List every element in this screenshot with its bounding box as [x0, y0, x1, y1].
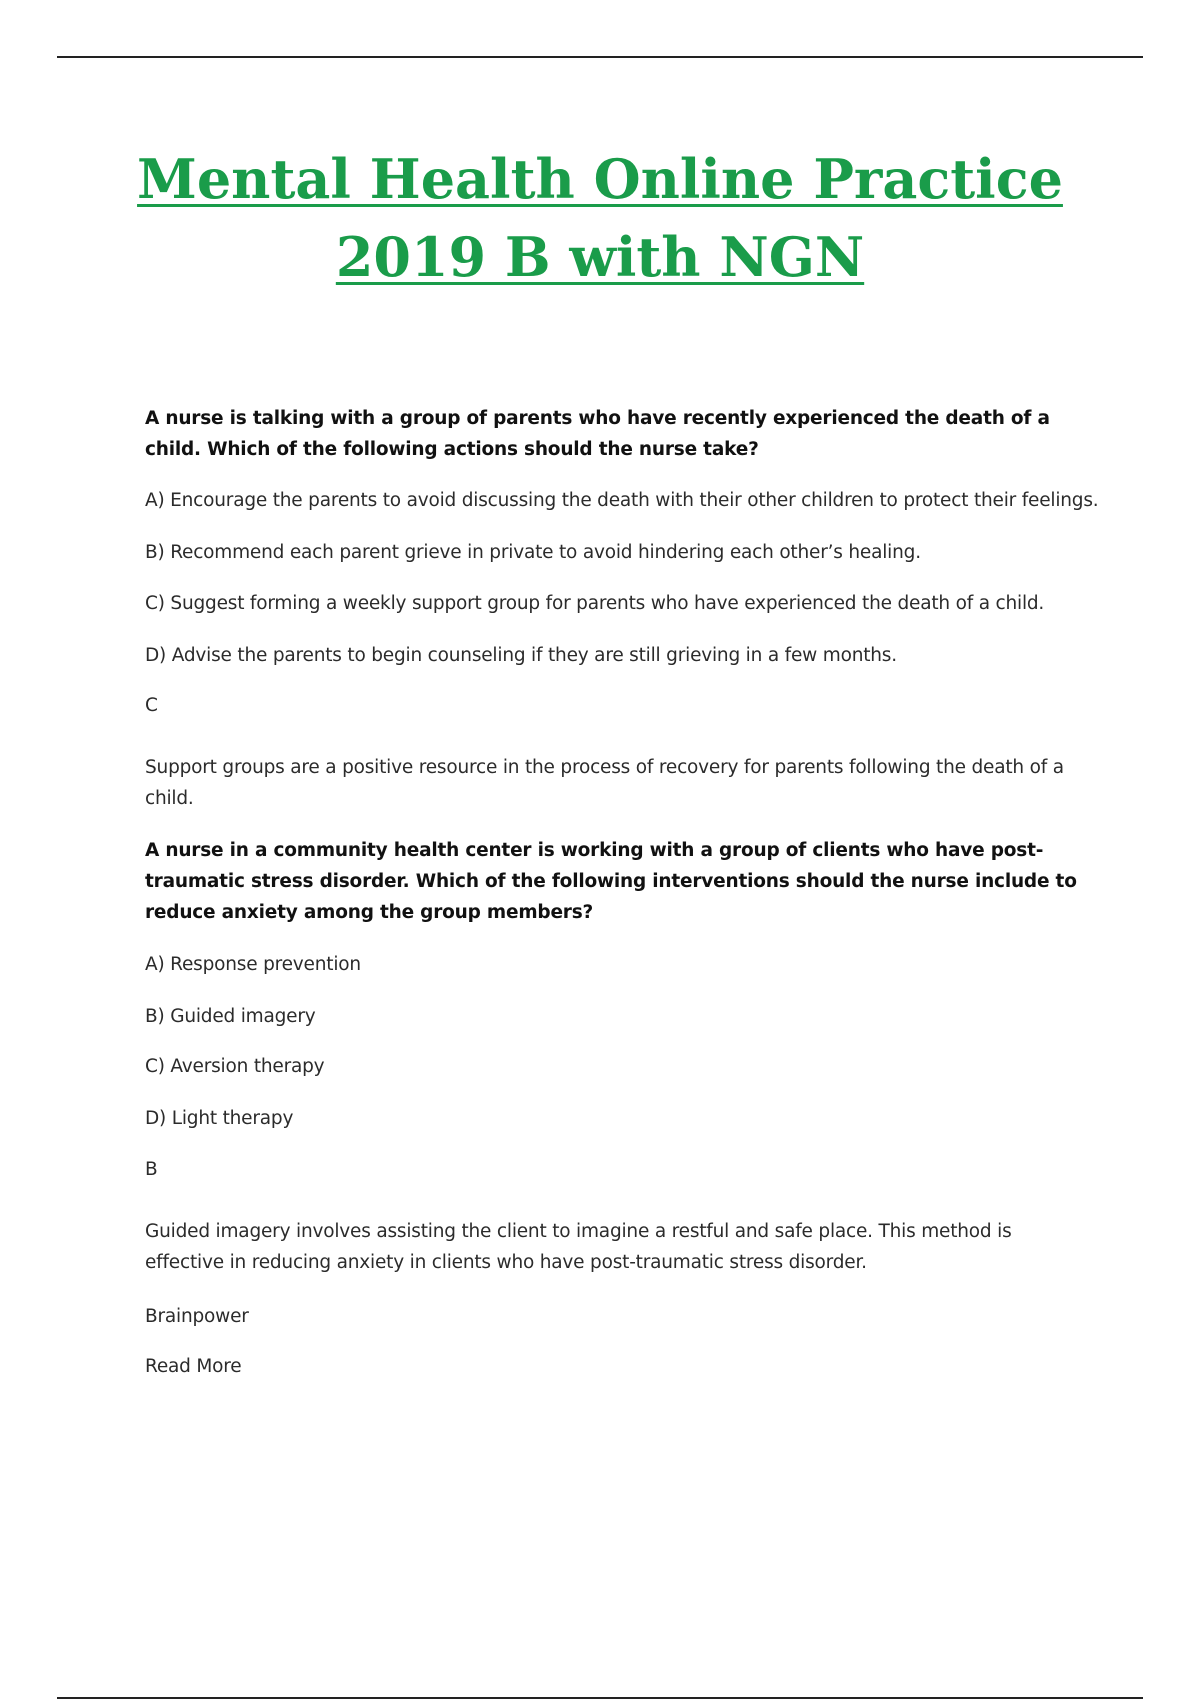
- question-2-explanation: Guided imagery involves assisting the client to imagine a restful and safe place. This method is effective in reducing anxiety in clients who have post-traumatic stress disorder.: [145, 1221, 1012, 1273]
- bottom-rule: [57, 1697, 1143, 1699]
- question-1-option-a: A) Encourage the parents to avoid discussing the death with their other children to protect their feelings.: [145, 490, 1099, 511]
- question-2-option-a: A) Response prevention: [145, 954, 361, 975]
- question-2-text: A nurse in a community health center is working with a group of clients who have post-traumatic stress disorder. Which of the following interventions should the nurse include to reduce anxiety among the group members?: [145, 840, 1077, 923]
- document-title: Mental Health Online Practice 2019 B with NGN: [137, 147, 1063, 289]
- question-2-option-b: B) Guided imagery: [145, 1006, 316, 1027]
- question-2-option-d: D) Light therapy: [145, 1108, 294, 1129]
- question-1-text: A nurse is talking with a group of parents who have recently experienced the death of a child. Which of the following actions should the nurse take?: [145, 408, 1050, 460]
- question-1-option-b: B) Recommend each parent grieve in private to avoid hindering each other’s healing.: [145, 542, 921, 563]
- question-2-option-c: C) Aversion therapy: [145, 1056, 325, 1077]
- question-2-answer: B: [145, 1159, 158, 1180]
- top-rule: [57, 56, 1143, 58]
- read-more-link[interactable]: Read More: [145, 1356, 242, 1377]
- question-1-answer: C: [145, 695, 158, 716]
- question-1-option-c: C) Suggest forming a weekly support group for parents who have experienced the death of a child.: [145, 593, 1045, 614]
- question-1-option-d: D) Advise the parents to begin counseling if they are still grieving in a few months.: [145, 645, 897, 666]
- question-1-explanation: Support groups are a positive resource in the process of recovery for parents following the death of a child.: [145, 757, 1064, 809]
- source-label: Brainpower: [145, 1306, 249, 1327]
